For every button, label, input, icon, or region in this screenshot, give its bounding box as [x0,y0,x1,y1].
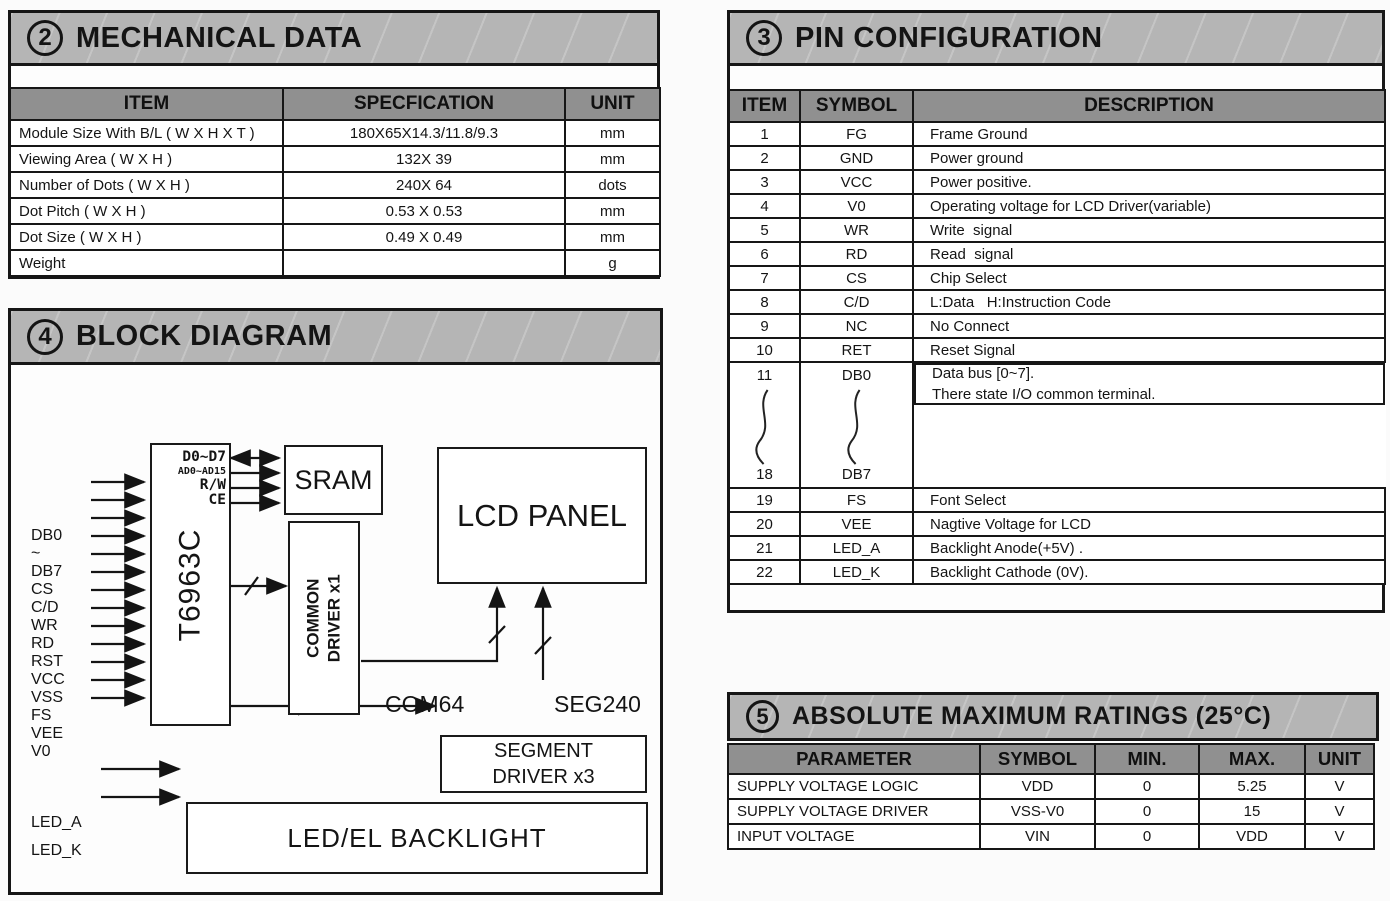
cell-description: Operating voltage for LCD Driver(variable) [913,194,1385,218]
cell-unit: V [1305,799,1374,824]
cell-description: Write signal [913,218,1385,242]
cell-pin-number: 20 [729,512,800,536]
seg240-label: SEG240 [554,691,641,717]
mechanical-table [9,87,661,277]
cell-description [914,363,1385,405]
table-row [729,266,1385,290]
block-diagram-header-bar [11,311,660,365]
table-header-row [728,744,1374,774]
controller-pin-labels [178,450,226,508]
signal-label-rst: RST [31,653,63,670]
cell-min: 0 [1095,774,1199,799]
cell-pin-number: 3 [729,170,800,194]
signal-label-led-k: LED_K [31,842,82,859]
table-row [10,146,660,172]
signal-label-vcc: VCC [31,671,65,688]
col-header-parameter: PARAMETER [728,744,980,774]
cell-max: 15 [1199,799,1305,824]
signal-label-db0: DB0 [31,527,63,544]
cell-symbol: GND [800,146,913,170]
table-row [10,120,660,146]
cell-pin-number: 22 [729,560,800,584]
section-title: MECHANICAL DATA [76,21,363,54]
section-title: ABSOLUTE MAXIMUM RATINGS (25°C) [792,702,1272,730]
cell-description: Nagtive Voltage for LCD [913,512,1385,536]
section-pin-configuration [727,10,1385,613]
pin-configuration-table [728,89,1386,585]
cell-unit: g [565,250,660,276]
pin-configuration-header-bar [730,13,1382,66]
cell-description: Font Select [913,488,1385,512]
cell-spec [283,250,565,276]
signal-label-rd: RD [31,635,55,652]
table-row [729,338,1385,362]
cell-symbol: VCC [800,170,913,194]
cell-pin-number: 1 [729,122,800,146]
table-row [729,218,1385,242]
cell-unit: mm [565,146,660,172]
cell-max: 5.25 [1199,774,1305,799]
cell-symbol: VDD [980,774,1095,799]
cell-symbol: RD [800,242,913,266]
cell-symbol: FG [800,122,913,146]
segment-driver-label-line2: DRIVER x3 [492,766,595,788]
cell-pin-number: 19 [729,488,800,512]
table-row [729,314,1385,338]
cell-pin-number: 21 [729,536,800,560]
col-header-max: MAX. [1199,744,1305,774]
signal-label-cd: C/D [31,599,59,616]
cell-description: Backlight Anode(+5V) . [913,536,1385,560]
cell-unit: V [1305,774,1374,799]
cell-min: 0 [1095,799,1199,824]
cell-symbol: NC [800,314,913,338]
col-header-item: ITEM [729,90,800,122]
cell-item: Number of Dots ( W X H ) [10,172,283,198]
col-header-item: ITEM [10,88,283,120]
table-row [729,290,1385,314]
cell-description: L:Data H:Instruction Code [913,290,1385,314]
signal-label-v0: V0 [31,743,51,760]
lcd-panel-label: LCD PANEL [457,497,627,533]
common-driver-label-line2: DRIVER x1 [325,574,344,662]
section-number-badge: 5 [746,700,779,733]
signal-label-vee: VEE [31,725,64,742]
cell-parameter: INPUT VOLTAGE [728,824,980,849]
controller-label: T6963C [173,528,207,641]
cell-pin-number: 7 [729,266,800,290]
cell-spec: 0.49 X 0.49 [283,224,565,250]
cell-description: Power positive. [913,170,1385,194]
col-header-description: DESCRIPTION [913,90,1385,122]
table-row [729,242,1385,266]
cell-item: Dot Size ( W X H ) [10,224,283,250]
col-header-symbol: SYMBOL [800,90,913,122]
table-header-row [729,90,1385,122]
table-row [729,122,1385,146]
pin-label-ad0-ad15: AD0~AD15 [177,466,226,477]
col-header-unit: UNIT [565,88,660,120]
mechanical-header-bar [11,13,657,66]
signal-label-wr: WR [31,617,58,634]
cell-unit: mm [565,120,660,146]
cell-spec: 0.53 X 0.53 [283,198,565,224]
segment-driver-label-line1: SEGMENT [494,740,593,762]
cell-symbol: V0 [800,194,913,218]
cell-symbol: CS [800,266,913,290]
cell-unit: dots [565,172,660,198]
cell-item: Viewing Area ( W X H ) [10,146,283,172]
cell-pin-number: 9 [729,314,800,338]
bus-pin-end: 18 [756,466,773,483]
cell-symbol: LED_A [800,536,913,560]
cell-symbol: RET [800,338,913,362]
table-row [729,536,1385,560]
cell-pin-number-range [729,362,800,488]
cell-description: Chip Select [913,266,1385,290]
backlight-box [186,802,648,874]
signal-label-db7: DB7 [31,563,63,580]
table-row [728,824,1374,849]
signal-label-tilde: ~ [31,545,41,562]
block-diagram-canvas [11,365,660,892]
col-header-symbol: SYMBOL [980,744,1095,774]
cell-pin-number: 8 [729,290,800,314]
table-row [10,198,660,224]
pin-label-ce: CE [208,492,226,508]
bus-description-line2: There state I/O common terminal. [932,386,1156,403]
bus-symbol-start: DB0 [841,367,872,384]
range-squiggle [752,389,772,465]
table-row [729,146,1385,170]
section-title: BLOCK DIAGRAM [76,320,333,352]
common-driver-box [288,521,360,715]
cell-symbol: C/D [800,290,913,314]
table-row [729,512,1385,536]
amr-header-bar [727,692,1379,741]
cell-min: 0 [1095,824,1199,849]
bus-symbol-end: DB7 [841,466,872,483]
cell-parameter: SUPPLY VOLTAGE DRIVER [728,799,980,824]
absolute-maximum-ratings-table [727,743,1375,850]
com64-label: COM64 [385,691,465,717]
common-driver-label-line1: COMMON [303,578,323,658]
cell-symbol: FS [800,488,913,512]
cell-description: Power ground [913,146,1385,170]
cell-parameter: SUPPLY VOLTAGE LOGIC [728,774,980,799]
table-row-data-bus [729,362,1385,488]
table-row [10,172,660,198]
cell-pin-number: 4 [729,194,800,218]
section-number-badge: 4 [27,319,63,355]
section-number-badge: 3 [746,20,782,56]
section-number-badge: 2 [27,20,63,56]
cell-unit: V [1305,824,1374,849]
table-row [729,194,1385,218]
table-row [10,224,660,250]
table-row [729,170,1385,194]
pin-label-d0-d7: D0~D7 [182,449,226,465]
table-row [10,250,660,276]
cell-unit: mm [565,224,660,250]
table-row [728,799,1374,824]
cell-pin-number: 6 [729,242,800,266]
cell-symbol: VEE [800,512,913,536]
section-block-diagram [8,308,663,895]
cell-description: Reset Signal [913,338,1385,362]
signal-label-vss: VSS [31,689,64,706]
cell-spec: 180X65X14.3/11.8/9.3 [283,120,565,146]
col-header-min: MIN. [1095,744,1199,774]
range-squiggle [844,389,864,465]
signal-label-cs: CS [31,581,54,598]
pin-label-rw: R/W [199,477,226,493]
cell-description: Backlight Cathode (0V). [913,560,1385,584]
cell-spec: 132X 39 [283,146,565,172]
bus-pin-start: 11 [756,367,773,384]
table-row [728,774,1374,799]
signal-label-led-a: LED_A [31,814,82,831]
cell-item: Weight [10,250,283,276]
cell-item: Dot Pitch ( W X H ) [10,198,283,224]
section-title: PIN CONFIGURATION [795,21,1103,54]
table-header-row [10,88,660,120]
lcd-panel-box [437,447,647,584]
cell-pin-number: 2 [729,146,800,170]
cell-symbol: VSS-V0 [980,799,1095,824]
cell-description: Read signal [913,242,1385,266]
controller-box [150,443,231,726]
cell-spec: 240X 64 [283,172,565,198]
cell-item: Module Size With B/L ( W X H X T ) [10,120,283,146]
cell-unit: mm [565,198,660,224]
segment-driver-box [440,735,647,793]
table-row [729,488,1385,512]
cell-pin-number: 10 [729,338,800,362]
cell-symbol: LED_K [800,560,913,584]
cell-symbol: VIN [980,824,1095,849]
backlight-label: LED/EL BACKLIGHT [287,822,547,853]
cell-description: Frame Ground [913,122,1385,146]
cell-max: VDD [1199,824,1305,849]
sram-box [284,445,383,515]
col-header-specification: SPECFICATION [283,88,565,120]
bus-description-line1: Data bus [0~7]. [932,365,1035,382]
col-header-unit: UNIT [1305,744,1374,774]
cell-pin-number: 5 [729,218,800,242]
cell-description: No Connect [913,314,1385,338]
cell-symbol: WR [800,218,913,242]
signal-label-fs: FS [31,707,52,724]
section-mechanical-data [8,10,660,279]
table-row [729,560,1385,584]
cell-symbol-range [800,362,913,488]
sram-label: SRAM [294,464,373,495]
